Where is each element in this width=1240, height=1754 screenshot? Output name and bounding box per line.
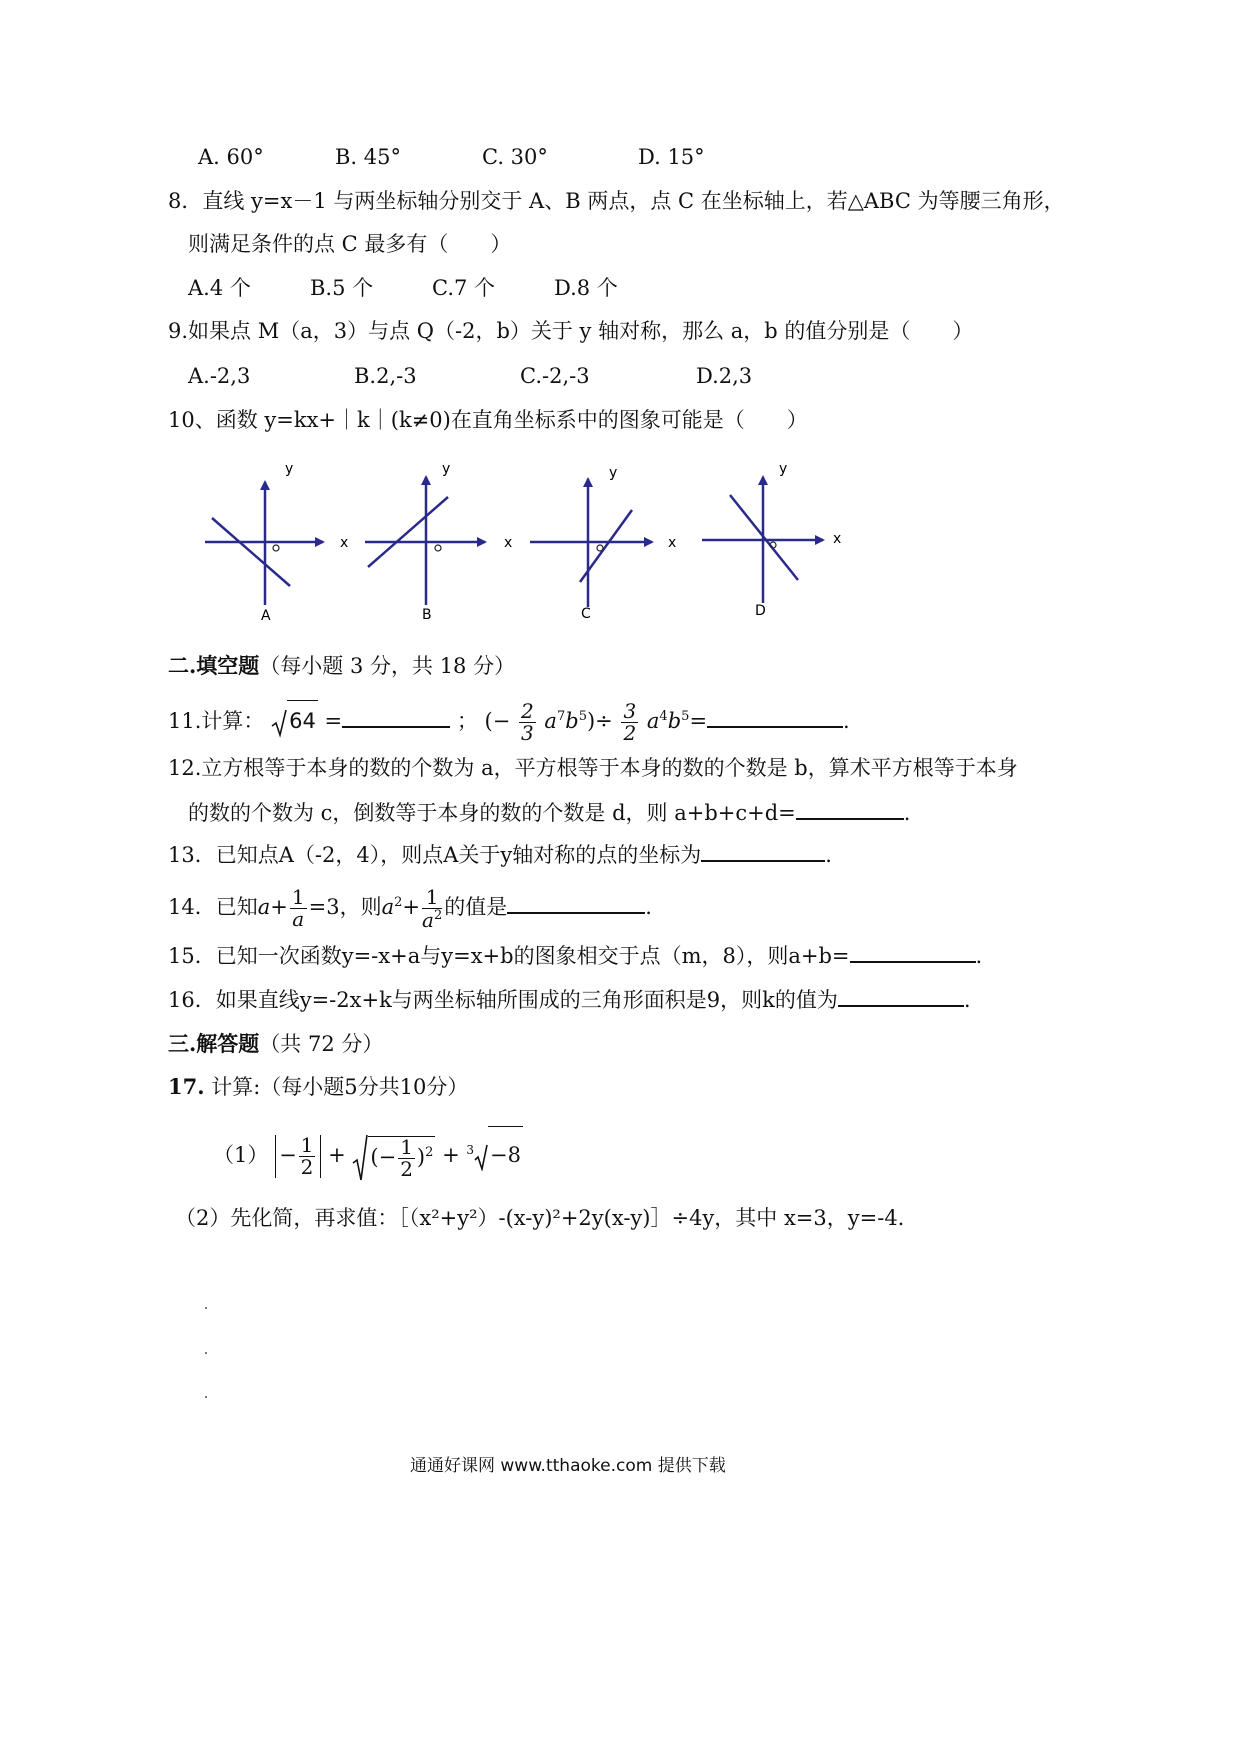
q12-blank[interactable] xyxy=(796,818,904,820)
q12-line2-wrap xyxy=(188,803,910,824)
q17-p1-den: 2 xyxy=(300,1155,314,1179)
scan-dot xyxy=(205,1352,207,1354)
q11-term-b2: b xyxy=(667,709,682,733)
q11-eq: = xyxy=(324,709,343,733)
q17-abs xyxy=(275,1135,321,1178)
graph-a-line xyxy=(212,518,290,586)
graph-c-label: C xyxy=(581,606,591,622)
q11-frac1-den: 3 xyxy=(521,721,534,745)
q15-blank[interactable] xyxy=(850,961,976,963)
q14-frac2-den-a: a xyxy=(422,907,434,932)
scan-dot xyxy=(205,1396,207,1398)
graph-d-y-label: y xyxy=(779,461,788,477)
scan-dot xyxy=(205,1307,207,1309)
q17-cube-index: 3 xyxy=(466,1143,475,1157)
q17-inner-num: 1 xyxy=(400,1135,413,1159)
q9-option-c: C.-2,-3 xyxy=(520,364,590,388)
q14-line xyxy=(168,880,652,931)
q13-end: . xyxy=(825,843,832,867)
q17-p1-label: （1） xyxy=(213,1143,269,1167)
q12-line1: 12.立方根等于本身的数的个数为 a，平方根等于本身的数的个数是 b，算术平方根等于本身 xyxy=(168,756,1018,780)
graph-d xyxy=(702,461,841,619)
sqrt-sign-icon xyxy=(352,1133,368,1183)
section3-title: 三.解答题 xyxy=(168,1031,260,1056)
q8-option-b: B.5 个 xyxy=(310,276,374,300)
q17-p1-plus: + xyxy=(328,1143,346,1167)
q11-frac2 xyxy=(621,701,638,744)
q17-radicand xyxy=(368,1136,435,1180)
q11-frac1 xyxy=(519,701,536,744)
q11-sep: ； xyxy=(456,709,478,733)
q11-frac1-num: 2 xyxy=(521,699,534,723)
q17-p1-plus2: + xyxy=(442,1143,460,1167)
q17-inner-r: ) xyxy=(416,1145,426,1169)
q14-suffix: 的值是 xyxy=(444,895,508,919)
q14-end: . xyxy=(645,895,652,919)
q13-line xyxy=(168,845,832,866)
q14-eq3: =3，则 xyxy=(308,895,382,919)
q16-blank[interactable] xyxy=(838,1005,964,1007)
q9-option-d: D.2,3 xyxy=(696,364,753,388)
graph-b-line xyxy=(368,497,448,567)
q11-frac2-num: 3 xyxy=(623,699,637,723)
graph-a xyxy=(205,461,348,624)
q14-a2: a xyxy=(381,895,395,919)
q15-end: . xyxy=(975,944,983,968)
q11-minus: − xyxy=(492,709,511,733)
q17-heading xyxy=(168,1076,468,1098)
q11-sqrt xyxy=(271,700,318,741)
q11-exp-a7: 7 xyxy=(556,709,566,724)
q14-frac2-den-exp: 2 xyxy=(433,907,443,923)
section2-heading xyxy=(168,655,515,677)
graph-c-x-label: x xyxy=(668,535,677,551)
q17-inner-l: (− xyxy=(370,1145,397,1169)
q17-sqrt xyxy=(352,1129,435,1185)
q14-exp: 2 xyxy=(394,895,403,910)
graph-b-x-label: x xyxy=(504,535,513,551)
q13-blank[interactable] xyxy=(701,860,825,862)
q11-term-a2: a xyxy=(646,709,660,733)
graph-a-origin xyxy=(273,545,279,551)
q17-p1-num: 1 xyxy=(300,1133,314,1157)
q9-option-a: A.-2,3 xyxy=(188,364,251,388)
q11-exp-b5-2: 5 xyxy=(681,709,690,724)
graph-a-label: A xyxy=(261,608,271,624)
graph-d-label: D xyxy=(755,603,766,619)
q8-option-a: A.4 个 xyxy=(188,276,251,300)
graph-a-x-label: x xyxy=(340,535,349,551)
q11-term-a: a xyxy=(544,709,557,733)
q14-frac2-den xyxy=(422,909,442,931)
q14-plus2: + xyxy=(402,895,420,919)
q17-inner-frac xyxy=(398,1137,415,1180)
q11-exp-a4: 4 xyxy=(659,709,668,724)
graph-a-y-label: y xyxy=(285,461,294,477)
q17-title: 计算:（每小题5分共10分） xyxy=(204,1075,469,1099)
graph-d-x-label: x xyxy=(833,531,842,547)
q15-text: 15．已知一次函数y=-x+a与y=x+b的图象相交于点（m，8），则a+b= xyxy=(168,944,850,968)
q7-option-b: B. 45° xyxy=(335,145,402,169)
q14-frac1-num: 1 xyxy=(291,885,305,909)
q9-line1: 9.如果点 M（a，3）与点 Q（-2，b）关于 y 轴对称，那么 a，b 的值分别是（ ） xyxy=(168,319,974,343)
q11-line xyxy=(168,697,850,744)
q11-prefix: 11.计算： xyxy=(168,709,265,733)
q11-exp-b5: 5 xyxy=(578,709,587,724)
q16-end: . xyxy=(963,988,971,1012)
q14-frac1 xyxy=(290,887,307,930)
section2-note: （每小题 3 分，共 18 分） xyxy=(259,654,516,678)
q7-option-d: D. 15° xyxy=(638,145,705,169)
q17-num: 17. xyxy=(168,1074,205,1099)
q17-inner-exp: 2 xyxy=(425,1145,434,1160)
q17-cube-radicand: −8 xyxy=(488,1126,523,1183)
q17-p1-minus: − xyxy=(279,1143,297,1167)
section2-title: 二.填空题 xyxy=(168,653,260,678)
q11-div: ÷ xyxy=(595,709,613,733)
q11-term-b: b xyxy=(565,709,579,733)
q10-line1: 10、函数 y=kx+｜k｜(k≠0)在直角坐标系中的图象可能是（ ） xyxy=(168,408,808,432)
q8-option-d: D.8 个 xyxy=(554,276,618,300)
graph-b xyxy=(365,461,512,623)
section3-note: （共 72 分） xyxy=(259,1032,384,1056)
q11-frac2-den: 2 xyxy=(623,721,637,745)
q17-p1-frac xyxy=(299,1135,316,1178)
q14-prefix: 14．已知 xyxy=(168,895,258,919)
q11-lparen: ( xyxy=(484,709,493,733)
q8-line1: 8．直线 y=x－1 与两坐标轴分别交于 A、B 两点，点 C 在坐标轴上，若△ABC 为等腰三角形， xyxy=(168,189,1065,213)
q7-option-a: A. 60° xyxy=(198,145,264,169)
graph-c-y-label: y xyxy=(609,465,618,481)
q12-line2: 的数的个数为 c，倒数等于本身的数的个数是 d，则 a+b+c+d= xyxy=(188,801,796,825)
q14-frac1-den: a xyxy=(292,907,305,931)
q14-frac2-num: 1 xyxy=(422,887,442,909)
q11-end: . xyxy=(843,709,850,733)
q14-frac2 xyxy=(422,884,443,932)
q8-line2: 则满足条件的点 C 最多有（ ） xyxy=(188,232,512,256)
q13-text: 13．已知点A（-2，4），则点A关于y轴对称的点的坐标为 xyxy=(168,843,702,867)
q11-blank-1[interactable] xyxy=(342,726,450,728)
graph-b-origin xyxy=(435,545,441,551)
q10-graphs xyxy=(190,455,870,630)
sqrt-sign-icon xyxy=(271,708,287,738)
q14-blank[interactable] xyxy=(507,912,645,914)
q14-a: a xyxy=(257,895,271,919)
graph-b-label: B xyxy=(422,607,432,623)
q15-line xyxy=(168,946,982,967)
q7-option-c: C. 30° xyxy=(482,145,548,169)
footer-text: 通通好课网 www.tthaoke.com 提供下载 xyxy=(410,1456,726,1476)
q17-inner-den: 2 xyxy=(400,1157,413,1181)
q14-plus: + xyxy=(270,895,288,919)
q16-line xyxy=(168,990,971,1011)
q16-text: 16．如果直线y=-2x+k与两坐标轴所围成的三角形面积是9，则k的值为 xyxy=(168,988,838,1012)
graph-b-y-label: y xyxy=(442,461,451,477)
q17-cube-root xyxy=(474,1126,523,1183)
q11-radicand: 64 xyxy=(287,700,318,741)
cube-root-sign-icon xyxy=(474,1143,488,1171)
q8-option-c: C.7 个 xyxy=(432,276,496,300)
q11-eq2: = xyxy=(689,709,708,733)
q9-option-b: B.2,-3 xyxy=(354,364,417,388)
graph-c xyxy=(530,465,676,622)
q17-part1 xyxy=(213,1122,523,1185)
q11-blank-2[interactable] xyxy=(707,726,843,728)
section3-heading xyxy=(168,1033,383,1055)
q12-end: . xyxy=(903,801,911,825)
graph-c-origin xyxy=(597,545,603,551)
q11-rparen: ) xyxy=(586,709,596,733)
q17-part2: （2）先化简，再求值：［（x²+y²）-(x-y)²+2y(x-y)］÷4y，其中 x=3，y=-4. xyxy=(175,1206,905,1230)
